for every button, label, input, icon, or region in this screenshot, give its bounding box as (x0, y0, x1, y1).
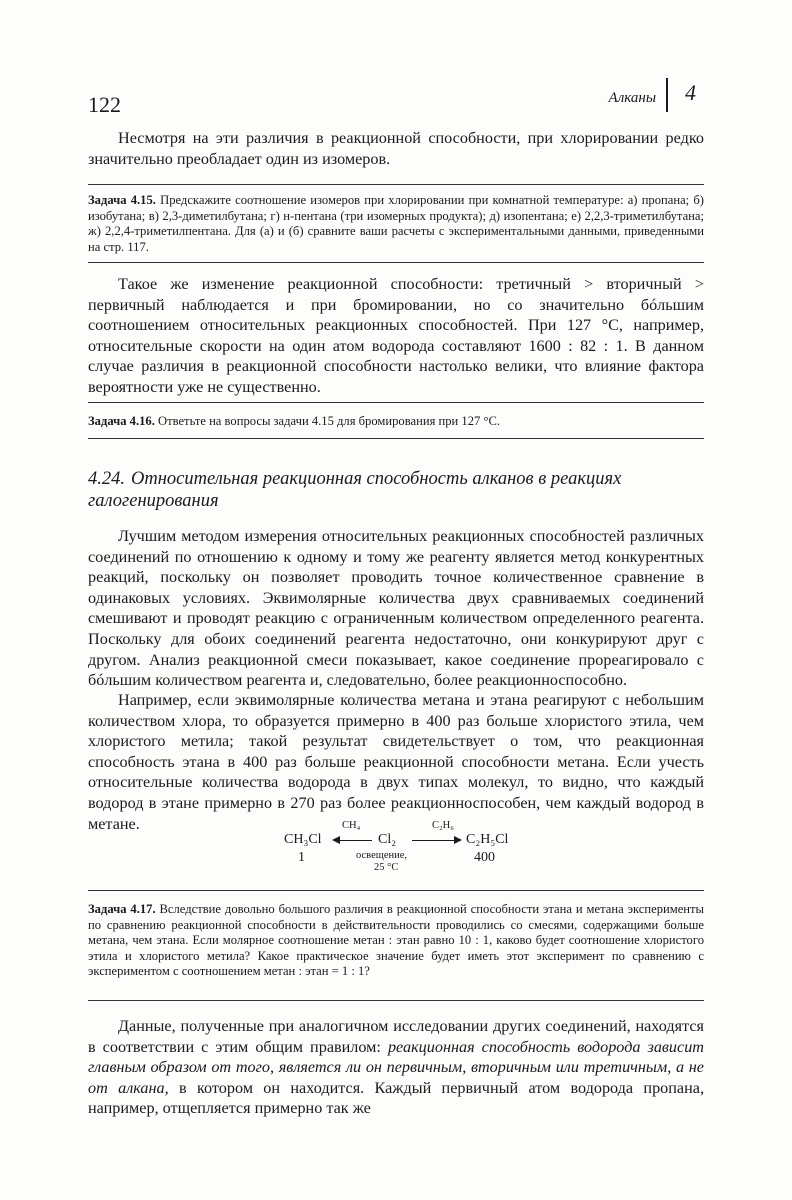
running-title: Алканы (608, 90, 656, 106)
scheme-condition-1: освещение, (356, 850, 407, 861)
header-divider (666, 78, 668, 112)
rule-bottom-4-16 (88, 438, 704, 439)
rule-top-4-16 (88, 402, 704, 403)
problem-label: Задача 4.17. (88, 902, 156, 916)
scheme-center-reagent: Cl₂ (378, 832, 397, 847)
left-arrow-line (338, 840, 372, 841)
rule-top-4-17 (88, 890, 704, 891)
scheme-left-product: CH₃Cl (284, 832, 322, 847)
chapter-number: 4 (685, 80, 696, 105)
scheme-condition-2: 25 °C (374, 862, 399, 873)
final-paragraph-rule: реакционная способность водорода зависит главным образом от того, является ли он первичным, вторичным или третичным, а не от алкана, (88, 1037, 704, 1097)
intro-paragraph-block (88, 128, 704, 169)
page-header (88, 78, 704, 117)
problem-text: Вследствие довольно большого различия в реакционной способности этана и метана эксперименты по сравнению реакционной способности в действительности проводились со смесями, содержащими больше метана, чем этана. Если молярное соотношение метан : этан равно 10 : 1, каково будет соотношение хлористого этила и хлористого метила? Какое практическое значение будет иметь этот эксперимент по сравнению с экспериментом с соотношением метан : этан = 1 : 1? (88, 902, 705, 979)
scheme-left-ratio: 1 (298, 850, 305, 865)
scheme-right-ratio: 400 (474, 850, 495, 865)
final-paragraph-end: в котором он находится. Каждый первичный атом водорода пропана, например, отщепляется примерно так же (88, 1078, 704, 1118)
problem-4-17 (88, 902, 704, 980)
problem-4-15 (88, 193, 704, 255)
right-arrow-line (412, 840, 456, 841)
final-paragraph-start: Данные, полученные при аналогичном исследовании других соединений, находятся в соответствии с этим общим правилом: (88, 1017, 704, 1056)
scheme-right-reagent: C₂H₆ (432, 820, 454, 831)
reaction-scheme (284, 816, 524, 880)
book-page (88, 0, 704, 1200)
bromination-paragraph: Такое же изменение реакционной способности: третичный > вторичный > первичный наблюдается и при бромировании, но со значительно бóльшим соотношением относительных реакционных способностей. При 127 °С, например, относительные скорости на один атом водорода составляют 1600 : 82 : 1. В данном случае различия в реакционной способности настолько велики, что влияние фактора вероятности уже не существенно. (88, 275, 704, 396)
intro-paragraph: Несмотря на эти различия в реакционной способности, при хлорировании редко значительно преобладает один из изомеров. (88, 129, 704, 168)
final-paragraph-block (88, 1016, 704, 1119)
problem-label: Задача 4.15. (88, 193, 156, 207)
problem-label: Задача 4.16. (88, 414, 155, 428)
example-paragraph-block (88, 690, 704, 834)
rule-top-4-15 (88, 184, 704, 185)
section-title: Относительная реакционная способность алканов в реакциях галогенирования (88, 469, 622, 511)
problem-text: Предскажите соотношение изомеров при хлорировании при комнатной температуре: а) пропана; б) изобутана; в) 2,3-диметилбутана; г) н-пентана (три изомерных продукта); д) изопентана; е) 2,2,3-триметилбутана; ж) 2,2,4-триметилпентана. Для (а) и (б) сравните ваши расчеты с экспериментальными данными, приведенными на стр. 117. (88, 193, 704, 254)
bromination-paragraph-block (88, 274, 704, 398)
example-paragraph: Например, если эквимолярные количества метана и этана реагируют с небольшим количеством хлора, то образуется примерно в 400 раз больше хлористого этила, чем хлористого метила; такой результат свидетельствует о том, что реакционная способность этана в 400 раз больше реакционной способности метана. Если учесть относительные количества водорода в двух типах молекул, то видно, что каждый водород в этане примерно в 270 раз более реакционноспособен, чем каждый водород в метане. (88, 691, 704, 833)
scheme-left-reagent: CH₄ (342, 820, 361, 831)
method-paragraph: Лучшим методом измерения относительных реакционных способностей различных соединений по отношению к одному и тому же реагенту является метод конкурентных реакций, поскольку он позволяет проводить точное количественное сравнение в одинаковых условиях. Эквимолярные количества двух сравниваемых соединений смешивают и проводят реакцию с ограниченным количеством определенного реагента. Поскольку для обоих соединений реагента недостаточно, они конкурируют друг с другом. Анализ реакционной смеси показывает, какое соединение прореагировало с бóльшим количеством реагента и, следовательно, более реакционноспособно. (88, 527, 704, 690)
problem-4-16 (88, 414, 704, 430)
section-number: 4.24. (88, 469, 125, 489)
method-paragraph-block (88, 526, 704, 691)
problem-text: Ответьте на вопросы задачи 4.15 для бромирования при 127 °С. (158, 414, 501, 428)
right-arrow-head (454, 836, 462, 844)
page-number: 122 (88, 92, 121, 117)
rule-bottom-4-15 (88, 262, 704, 263)
rule-bottom-4-17 (88, 1000, 704, 1001)
final-paragraph (88, 1016, 704, 1119)
scheme-right-product: C₂H₅Cl (466, 832, 509, 847)
section-heading (88, 468, 704, 512)
